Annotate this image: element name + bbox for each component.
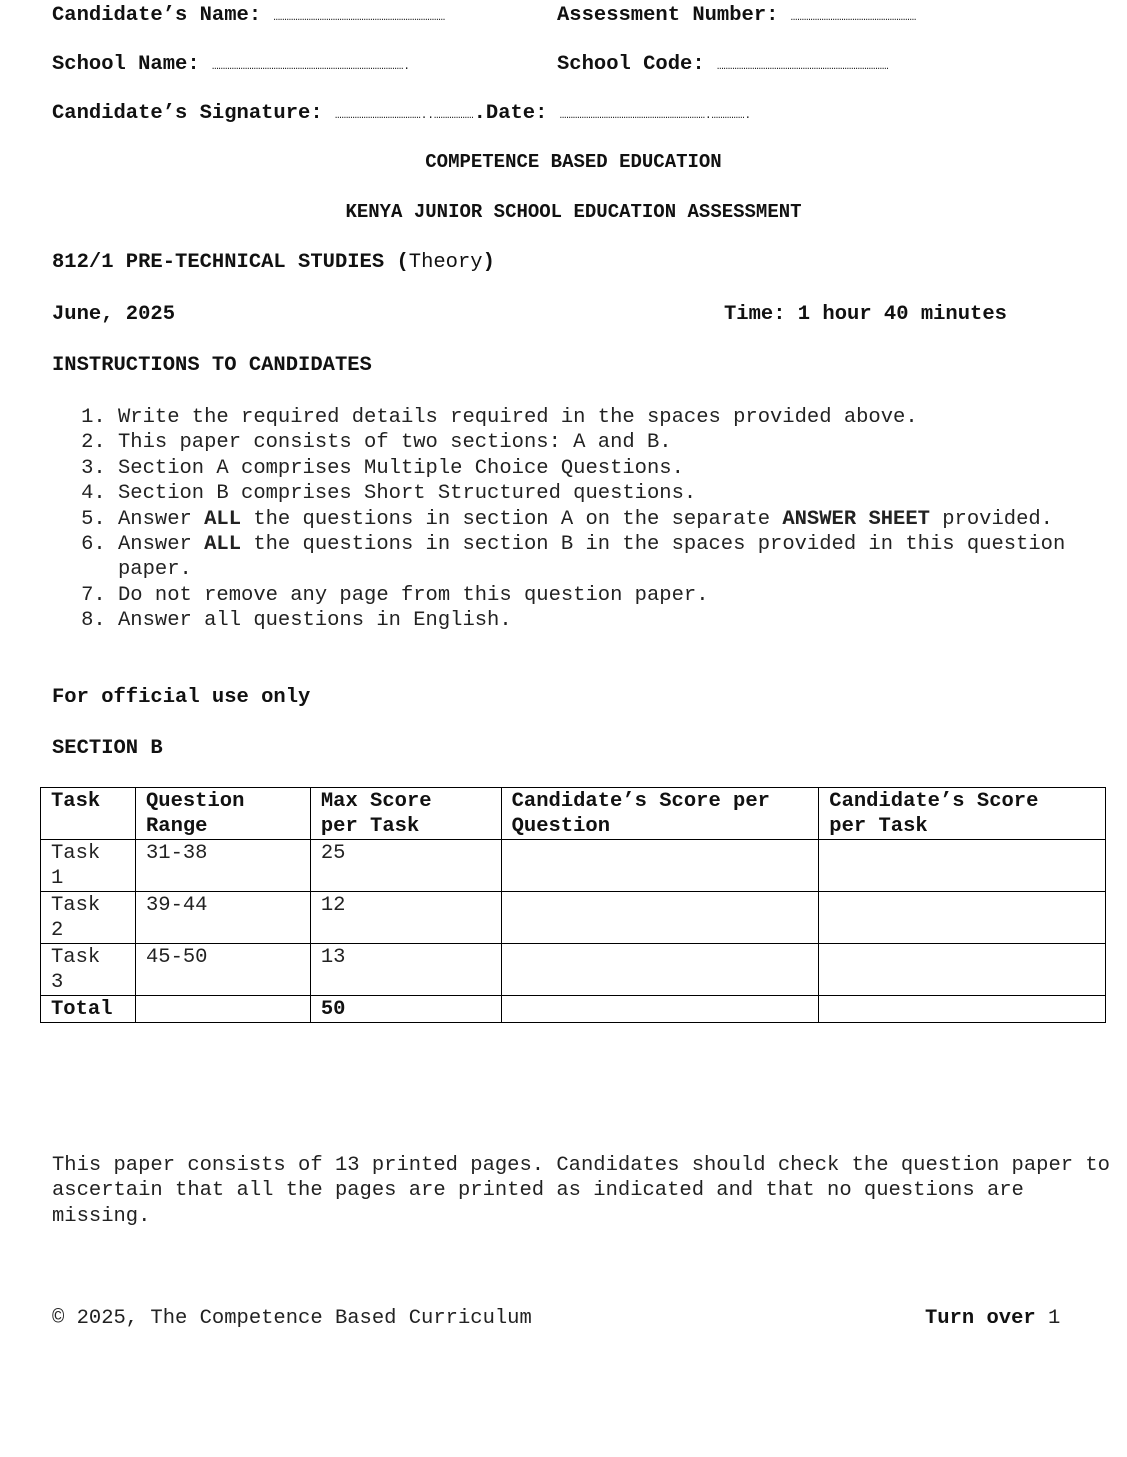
- total-label-cell: Total: [41, 996, 136, 1023]
- competence-title: COMPETENCE BASED EDUCATION: [425, 151, 722, 173]
- signature-field[interactable]: …………………………………..………………: [334, 110, 474, 122]
- score-per-task-cell[interactable]: [819, 840, 1106, 892]
- score-table: [40, 787, 1106, 1023]
- instructions-heading: INSTRUCTIONS TO CANDIDATES: [52, 354, 372, 377]
- total-score-per-question-cell[interactable]: [501, 996, 819, 1023]
- page-number: 1: [1048, 1307, 1061, 1330]
- official-use-label: For official use only: [52, 686, 311, 709]
- task-cell: Task 2: [41, 892, 136, 944]
- total-max-score-cell: 50: [310, 996, 501, 1023]
- turn-over-label: Turn over: [925, 1307, 1036, 1330]
- instructions-list: [52, 405, 1118, 634]
- instruction-item: 1. Write the required details required in the spaces provided above.: [118, 405, 1118, 430]
- task-cell: Task 3: [41, 944, 136, 996]
- school-name-field[interactable]: …………………………………………………………………………….: [211, 61, 410, 73]
- date-field[interactable]: ………………………………………………………….…………….: [559, 110, 752, 122]
- candidate-name-label: Candidate’s Name:: [52, 4, 262, 27]
- total-range-cell: [135, 996, 310, 1023]
- pages-note: This paper consists of 13 printed pages. Candidates should check the question paper to ascertain that all the pages are printed as indicated and that no questions are missing.: [52, 1154, 1110, 1228]
- range-cell: 45-50: [135, 944, 310, 996]
- header-score-per-task: Candidate’s Score per Task: [819, 788, 1106, 840]
- score-per-task-cell[interactable]: [819, 892, 1106, 944]
- table-row: [41, 840, 1106, 892]
- instruction-item: 4. Section B comprises Short Structured questions.: [118, 481, 1118, 506]
- range-cell: 39-44: [135, 892, 310, 944]
- table-total-row: [41, 996, 1106, 1023]
- assessment-number-row: [557, 4, 916, 27]
- paper-type: Theory: [408, 251, 483, 274]
- exam-time: Time: 1 hour 40 minutes: [724, 303, 1007, 326]
- score-per-question-cell[interactable]: [501, 840, 819, 892]
- range-cell: 31-38: [135, 840, 310, 892]
- instruction-item: 2. This paper consists of two sections: A and B.: [118, 430, 1118, 455]
- max-score-cell: 12: [310, 892, 501, 944]
- exam-date: June, 2025: [52, 303, 176, 326]
- instruction-item: 5. Answer ALL the questions in section A on the separate ANSWER SHEET provided.: [118, 507, 1118, 532]
- header-task: Task: [41, 788, 136, 840]
- score-per-question-cell[interactable]: [501, 892, 819, 944]
- school-code-label: School Code:: [557, 53, 705, 76]
- instruction-item: 8. Answer all questions in English.: [118, 608, 1118, 633]
- turn-over: [925, 1307, 1060, 1330]
- candidate-name-field[interactable]: ……………………………………………………………………: [273, 12, 446, 24]
- max-score-cell: 13: [310, 944, 501, 996]
- header-question-range: Question Range: [135, 788, 310, 840]
- candidate-name-row: [52, 4, 445, 27]
- paper-close: ): [482, 251, 495, 274]
- table-header-row: [41, 788, 1106, 840]
- signature-label: Candidate’s Signature:: [52, 102, 323, 125]
- paper-title: [52, 251, 495, 274]
- instruction-item: 7. Do not remove any page from this question paper.: [118, 583, 1118, 608]
- table-row: [41, 892, 1106, 944]
- school-name-row: [52, 53, 410, 76]
- score-per-task-cell[interactable]: [819, 944, 1106, 996]
- school-name-label: School Name:: [52, 53, 200, 76]
- table-row: [41, 944, 1106, 996]
- instruction-item: 6. Answer ALL the questions in section B in the spaces provided in this question paper.: [118, 532, 1118, 583]
- score-per-question-cell[interactable]: [501, 944, 819, 996]
- assessment-number-label: Assessment Number:: [557, 4, 779, 27]
- school-code-field[interactable]: ……………………………………………………………………: [716, 61, 889, 73]
- instruction-item: 3. Section A comprises Multiple Choice Questions.: [118, 456, 1118, 481]
- copyright: © 2025, The Competence Based Curriculum: [52, 1307, 532, 1330]
- header-max-score: Max Score per Task: [310, 788, 501, 840]
- max-score-cell: 25: [310, 840, 501, 892]
- total-score-per-task-cell[interactable]: [819, 996, 1106, 1023]
- assessment-title: KENYA JUNIOR SCHOOL EDUCATION ASSESSMENT: [345, 201, 802, 223]
- assessment-number-field[interactable]: …………………………………………………: [790, 12, 917, 24]
- signature-row: [52, 102, 751, 125]
- section-b-label: SECTION B: [52, 737, 163, 760]
- school-code-row: [557, 53, 889, 76]
- header-score-per-question: Candidate’s Score per Question: [501, 788, 819, 840]
- task-cell: Task 1: [41, 840, 136, 892]
- paper-code: 812/1 PRE-TECHNICAL STUDIES (: [52, 251, 409, 274]
- date-label: .Date:: [473, 102, 548, 125]
